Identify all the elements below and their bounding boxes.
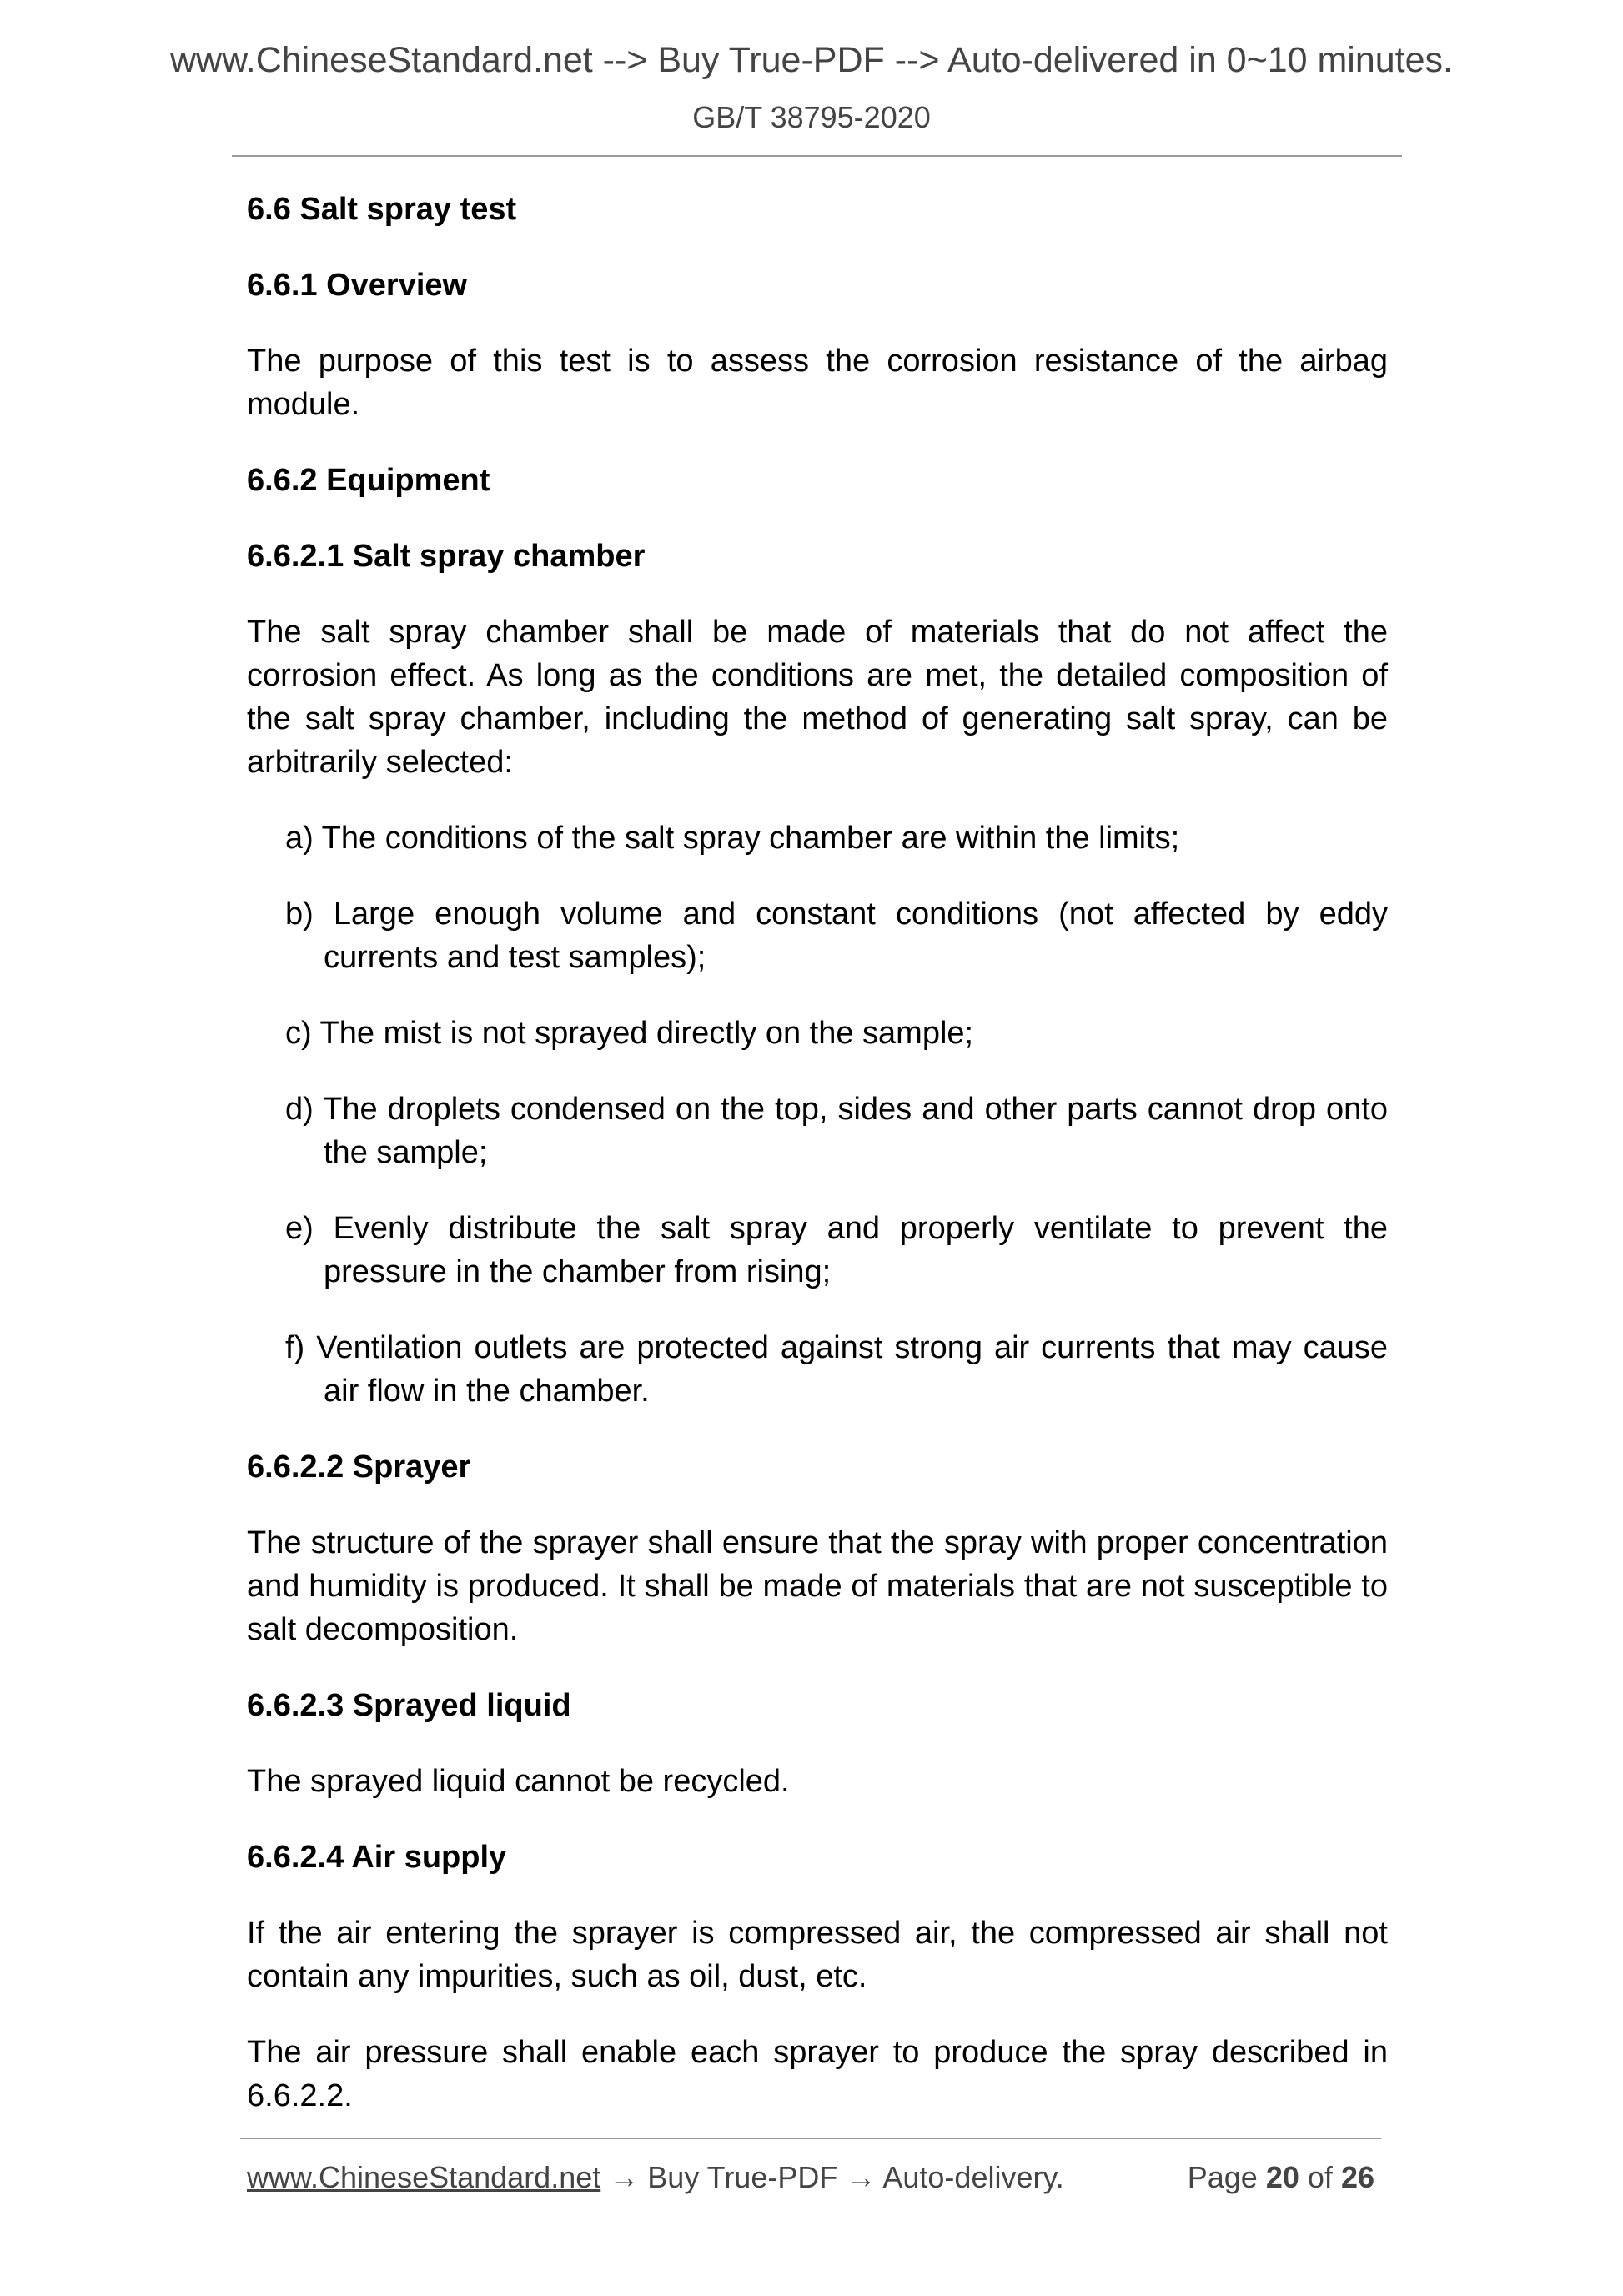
section-6-6-2-4-paragraph-1: If the air entering the sprayer is compressed air, the compressed air shall not contain any impurities, such as oil, dust, etc.: [247, 1916, 1388, 1994]
section-6-6-1-heading: 6.6.1 Overview: [247, 268, 468, 303]
page-current: 20: [1265, 2160, 1299, 2194]
footer-delivery-text: Auto-delivery.: [882, 2160, 1064, 2194]
footer-promo: [247, 2157, 1064, 2198]
section-6-6-heading: 6.6 Salt spray test: [247, 192, 517, 227]
page-content: [247, 188, 1388, 2150]
page-total: 26: [1340, 2160, 1374, 2194]
top-banner: www.ChineseStandard.net --> Buy True-PDF --> Auto-delivered in 0~10 minutes.: [169, 40, 1453, 80]
section-6-6-2-2-heading: 6.6.2.2 Sprayer: [247, 1449, 471, 1485]
list-item: b) Large enough volume and constant conditions (not affected by eddy currents and test samples);: [285, 897, 1388, 975]
section-6-6-2-4-paragraph-2: The air pressure shall enable each sprayer to produce the spray described in 6.6.2.2.: [247, 2035, 1388, 2113]
footer-divider: [240, 2138, 1381, 2139]
condition-list: [247, 816, 1388, 1413]
section-6-6-2-1-paragraph: The salt spray chamber shall be made of materials that do not affect the corrosion effect. As long as the conditions are met, the detailed composition of the salt spray chamber, including the method of generating salt spray, can be arbitrarily selected:: [247, 615, 1388, 780]
section-6-6-1-paragraph: The purpose of this test is to assess the corrosion resistance of the airbag module.: [247, 344, 1388, 422]
document-code: GB/T 38795-2020: [692, 100, 931, 134]
section-6-6-2-3-heading: 6.6.2.3 Sprayed liquid: [247, 1688, 571, 1723]
section-6-6-2-heading: 6.6.2 Equipment: [247, 463, 490, 498]
list-item: c) The mist is not sprayed directly on the sample;: [285, 1016, 974, 1051]
list-item: e) Evenly distribute the salt spray and properly ventilate to prevent the pressure in the chamber from rising;: [285, 1211, 1388, 1289]
page-of-label: of: [1307, 2160, 1333, 2194]
footer-buy-text: Buy True-PDF: [647, 2160, 838, 2194]
page-indicator: [1188, 2157, 1374, 2198]
list-item: f) Ventilation outlets are protected against strong air currents that may cause air flow in the chamber.: [285, 1330, 1388, 1409]
section-6-6-2-1-heading: 6.6.2.1 Salt spray chamber: [247, 539, 646, 574]
footer-site-link[interactable]: www.ChineseStandard.net: [247, 2160, 601, 2194]
arrow-right-icon: →: [846, 2160, 877, 2194]
list-item: a) The conditions of the salt spray chamber are within the limits;: [285, 821, 1180, 856]
section-6-6-2-3-paragraph: The sprayed liquid cannot be recycled.: [247, 1764, 790, 1799]
page-label: Page: [1187, 2160, 1258, 2194]
list-item: d) The droplets condensed on the top, sides and other parts cannot drop onto the sample;: [285, 1092, 1388, 1170]
section-6-6-2-4-heading: 6.6.2.4 Air supply: [247, 1840, 507, 1875]
header-divider: [232, 155, 1402, 157]
section-6-6-2-2-paragraph: The structure of the sprayer shall ensure that the spray with proper concentration and humidity is produced. It shall be made of materials that are not susceptible to salt decomposition.: [247, 1525, 1388, 1647]
arrow-right-icon: →: [609, 2160, 640, 2194]
